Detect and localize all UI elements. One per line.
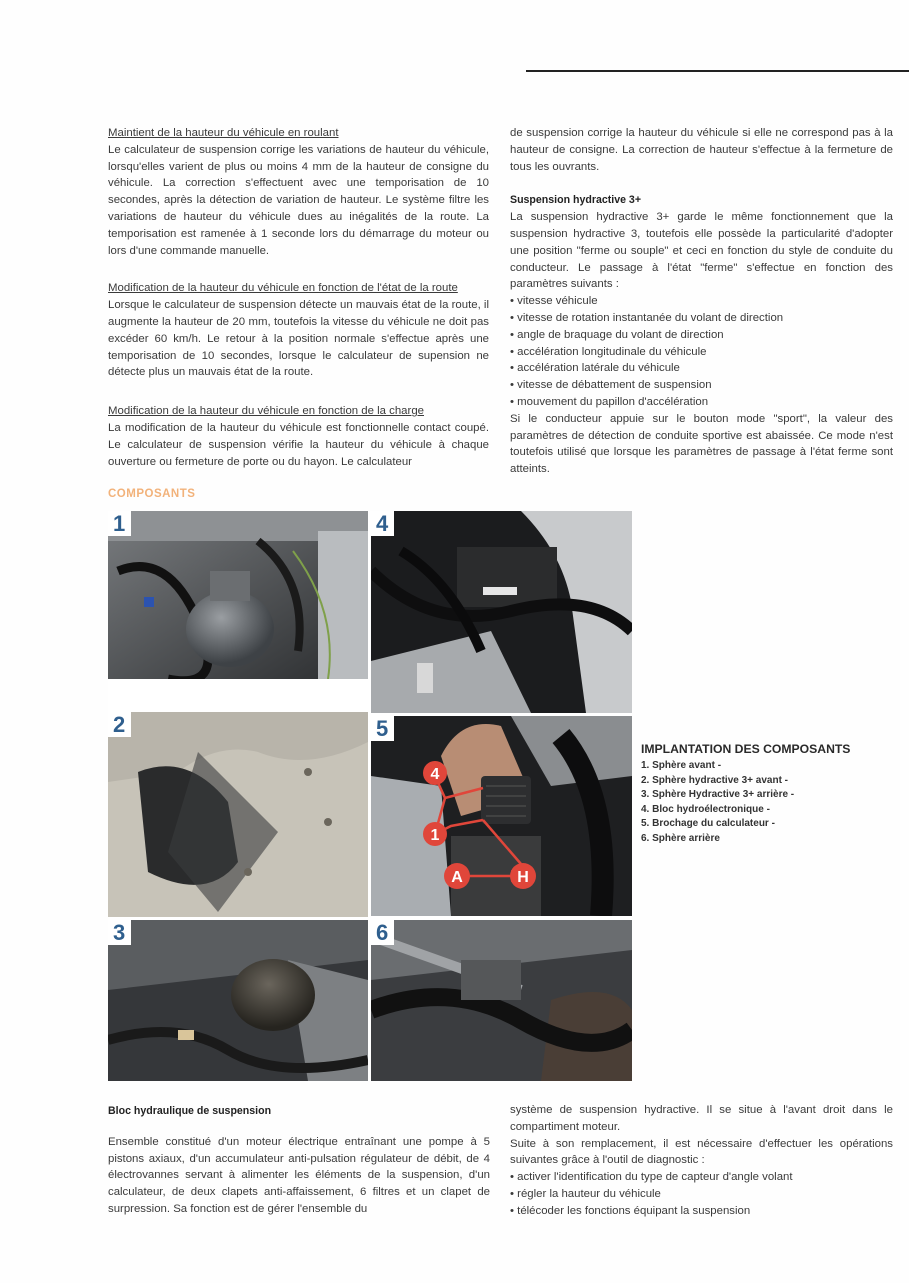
legend-item: 1. Sphère avant -: [641, 760, 722, 771]
list-item: • mouvement du papillon d'accélération: [510, 394, 893, 411]
bottom-left-column: [108, 1103, 490, 1218]
legend-title: IMPLANTATION DES COMPOSANTS: [641, 742, 851, 756]
photo-number: 2: [108, 712, 131, 737]
component-photo-grid: [108, 511, 632, 1081]
list-item: • activer l'identification du type de capteur d'angle volant: [510, 1169, 893, 1186]
section-heading-hydractive: Suspension hydractive 3+: [510, 194, 641, 207]
legend-item: 6. Sphère arrière: [641, 832, 720, 844]
hydractive-parameter-list: [510, 293, 893, 411]
photo-ecu-pinout: [371, 716, 632, 916]
callout-1: 1: [430, 827, 440, 844]
paragraph-sport-mode: Si le conducteur appuie sur le bouton mode "sport", la valeur des paramètres de détection de conduite sportive est abaissée. Ce mode n'est toutefois utilisé que lorsque les paramètres de passage à l'état ferme sont atteints.: [510, 412, 893, 476]
list-item: • vitesse de rotation instantanée du volant de direction: [510, 310, 893, 327]
section-heading-height-rolling: Maintient de la hauteur du véhicule en roulant: [108, 127, 339, 139]
photo-number: 1: [108, 511, 131, 536]
list-item: • accélération latérale du véhicule: [510, 360, 893, 377]
left-column: [108, 125, 489, 470]
photo-number: 5: [371, 716, 394, 741]
photo-rear-hydractive-sphere: [108, 920, 368, 1081]
photo-rear-sphere: [371, 920, 632, 1081]
list-item: • accélération longitudinale du véhicule: [510, 344, 893, 361]
list-item: • vitesse de débattement de suspension: [510, 377, 893, 394]
paragraph-load: La modification de la hauteur du véhicule est fonctionnelle contact coupé. Le calculateur de suspension vérifie la hauteur du véhicule à chaque ouverture ou fermeture de porte ou du hayon. Le calculateur: [108, 421, 489, 468]
photo-hydro-electronic-block: [371, 511, 632, 713]
paragraph-hydraulic-block: Ensemble constitué d'un moteur électrique entraînant une pompe à 5 pistons axiaux, d'un accumulateur anti-pulsation régulateur de débit, de 4 électrovannes servant à alimenter les éléments de la suspension, d'un calculateur, de deux clapets anti-affaissement, 6 filtres et un clapet de surpression. Sa fonction est de gérer l'ensemble du: [108, 1135, 490, 1215]
paragraph-replacement-intro: Suite à son remplacement, il est nécessaire d'effectuer les opérations suivantes grâce à l'outil de diagnostic :: [510, 1137, 893, 1167]
bottom-right-column: [510, 1102, 893, 1220]
header-rule: [526, 70, 909, 72]
paragraph-height-rolling: Le calculateur de suspension corrige les variations de hauteur du véhicule, lorsqu'elles varient de plus ou moins 4 mm de la hauteur de consigne du véhicule. La correction s'effectuent avec une temporisation de 10 secondes, après la détection de variation de hauteur. Le système filtre les variations de hauteur du véhicule dues au inégalités de la route. La temporisation est ramenée à 1 seconde lors du démarrage du moteur ou lors d'une commande manuelle.: [108, 143, 489, 257]
photo-number: 6: [371, 920, 394, 945]
callout-A: A: [451, 869, 463, 886]
photo-front-hydractive-sphere: [108, 712, 368, 917]
list-item: • télécoder les fonctions équipant la suspension: [510, 1203, 893, 1220]
paragraph-hydractive: La suspension hydractive 3+ garde le même fonctionnement que la suspension hydractive 3, toutefois elle possède la particularité d'adopter une position "ferme ou souple" et ceci en fonction du style de conduite du conducteur. Le passage à l'état "ferme" s'effectue en fonction des paramètres suivants :: [510, 211, 893, 291]
list-item: • angle de braquage du volant de direction: [510, 327, 893, 344]
photo-number: 4: [371, 511, 394, 536]
section-heading-road-state: Modification de la hauteur du véhicule en fonction de l'état de la route: [108, 282, 458, 295]
legend-item: 3. Sphère Hydractive 3+ arrière -: [641, 789, 795, 801]
list-item: • régler la hauteur du véhicule: [510, 1186, 893, 1203]
components-legend: [641, 742, 850, 847]
legend-item: 5. Brochage du calculateur -: [641, 818, 775, 830]
callout-4: 4: [430, 766, 440, 783]
list-item: • vitesse véhicule: [510, 293, 893, 310]
photo-front-sphere: [108, 511, 368, 679]
section-heading-hydraulic-block: Bloc hydraulique de suspension: [108, 1105, 272, 1117]
right-column: [510, 125, 893, 478]
legend-item: 2. Sphère hydractive 3+ avant -: [641, 774, 789, 786]
legend-list: [641, 759, 850, 847]
paragraph-hydraulic-continued: système de suspension hydractive. Il se situe à l'avant droit dans le compartiment moteur.: [510, 1104, 893, 1133]
replacement-steps-list: [510, 1169, 893, 1219]
legend-item: 4. Bloc hydroélectronique -: [641, 803, 770, 815]
paragraph-road-state: Lorsque le calculateur de suspension détecte un mauvais état de la route, il augmente la hauteur de 20 mm, toutefois la vitesse du véhicule ne doit pas excéder 60 km/h. Le retour à la position normale s'effectue après une temporisation de 10 secondes, lorsque le calculateur de supension ne détecte plus un mauvais état de la route.: [108, 299, 489, 379]
paragraph-load-continued: de suspension corrige la hauteur du véhicule si elle ne correspond pas à la hauteur de consigne. La correction de hauteur s'effectue à la fermeture de tous les ouvrants.: [510, 127, 893, 173]
components-heading: COMPOSANTS: [108, 488, 196, 500]
section-heading-load: Modification de la hauteur du véhicule en fonction de la charge: [108, 405, 424, 418]
callout-H: H: [517, 869, 529, 886]
photo-number: 3: [108, 920, 131, 945]
